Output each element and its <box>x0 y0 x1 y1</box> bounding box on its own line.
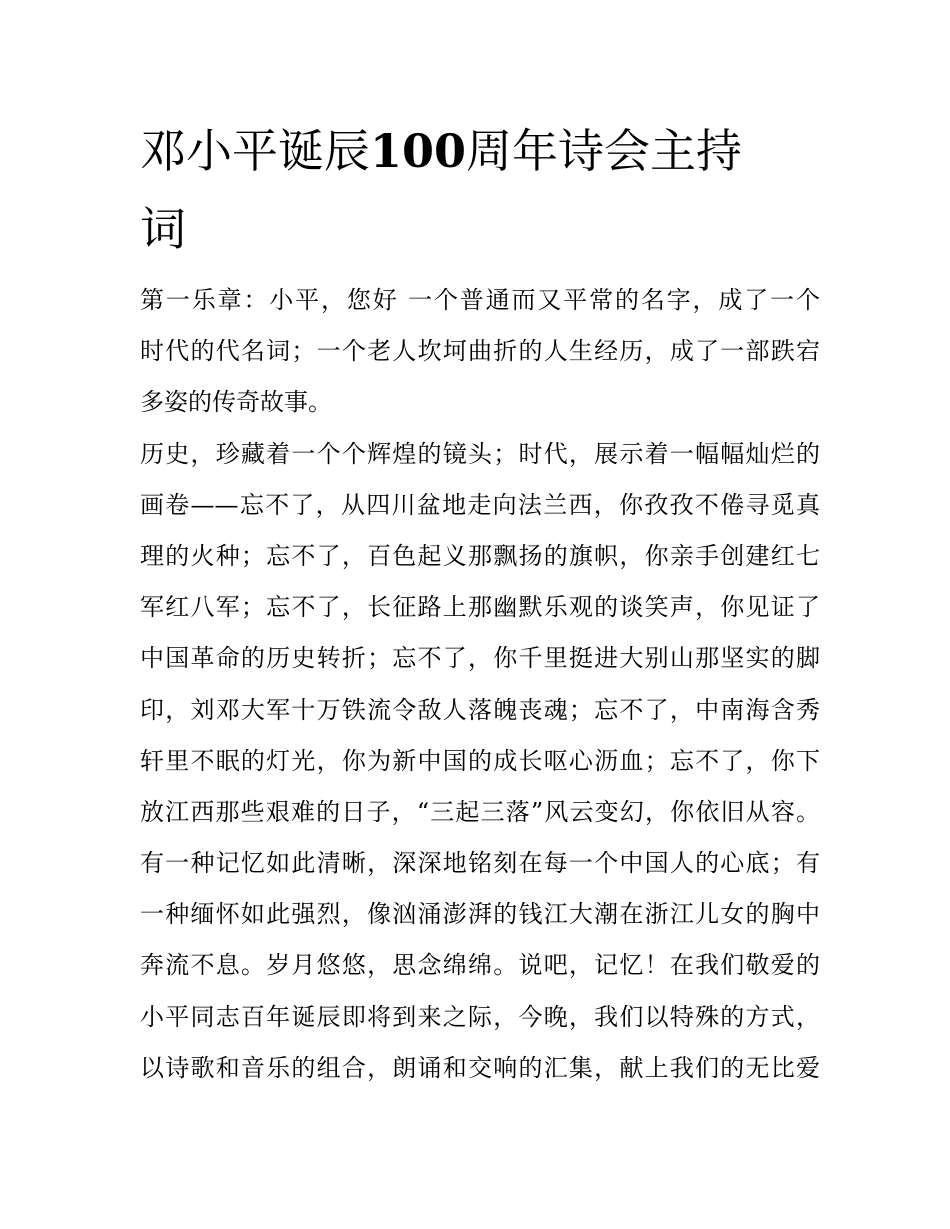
text-line: 中国革命的历史转折；忘不了，你千里挺进大别山那坚实的脚 <box>140 644 820 673</box>
document-title <box>140 112 820 268</box>
text-line: 历史，珍藏着一个个辉煌的镜头；时代，展示着一幅幅灿烂的 <box>140 439 820 468</box>
text-line: 理的火种；忘不了，百色起义那飘扬的旗帜，你亲手创建红七 <box>140 541 820 570</box>
text-line: 印，刘邓大军十万铁流令敌人落魄丧魂；忘不了，中南海含秀 <box>140 695 820 724</box>
text-line: 时代的代名词；一个老人坎坷曲折的人生经历，成了一部跌宕 <box>140 337 820 366</box>
text-line: 军红八军；忘不了，长征路上那幽默乐观的谈笑声，你见证了 <box>140 593 820 622</box>
text-line: 第一乐章：小平，您好 一个普通而又平常的名字，成了一个 <box>140 286 820 314</box>
text-line: 放江西那些艰难的日子，“三起三落”风云变幻，你依旧从容。 <box>140 797 820 826</box>
text-line: 多姿的传奇故事。 <box>140 388 332 417</box>
paragraph <box>140 275 820 429</box>
title-number: 100 <box>370 124 467 178</box>
document-body <box>140 275 820 1094</box>
text-line: 奔流不息。岁月悠悠，思念绵绵。说吧，记忆！在我们敬爱的 <box>140 951 820 980</box>
title-line-2: 词 <box>140 202 186 256</box>
title-part-1: 邓小平诞辰 <box>140 124 370 178</box>
text-line: 画卷——忘不了，从四川盆地走向法兰西，你孜孜不倦寻觅真 <box>140 490 820 519</box>
paragraph <box>140 838 820 1094</box>
text-line: 以诗歌和音乐的组合，朗诵和交响的汇集，献上我们的无比爱 <box>140 1053 820 1082</box>
paragraph <box>140 429 820 839</box>
text-line: 有一种记忆如此清晰，深深地铭刻在每一个中国人的心底；有 <box>140 849 820 878</box>
text-line: 一种缅怀如此强烈，像汹涌澎湃的钱江大潮在浙江儿女的胸中 <box>140 900 820 929</box>
text-line: 小平同志百年诞辰即将到来之际，今晚，我们以特殊的方式， <box>140 1002 820 1031</box>
text-line: 轩里不眠的灯光，你为新中国的成长呕心沥血；忘不了，你下 <box>140 746 820 775</box>
title-part-2: 周年诗会主持 <box>466 124 743 178</box>
